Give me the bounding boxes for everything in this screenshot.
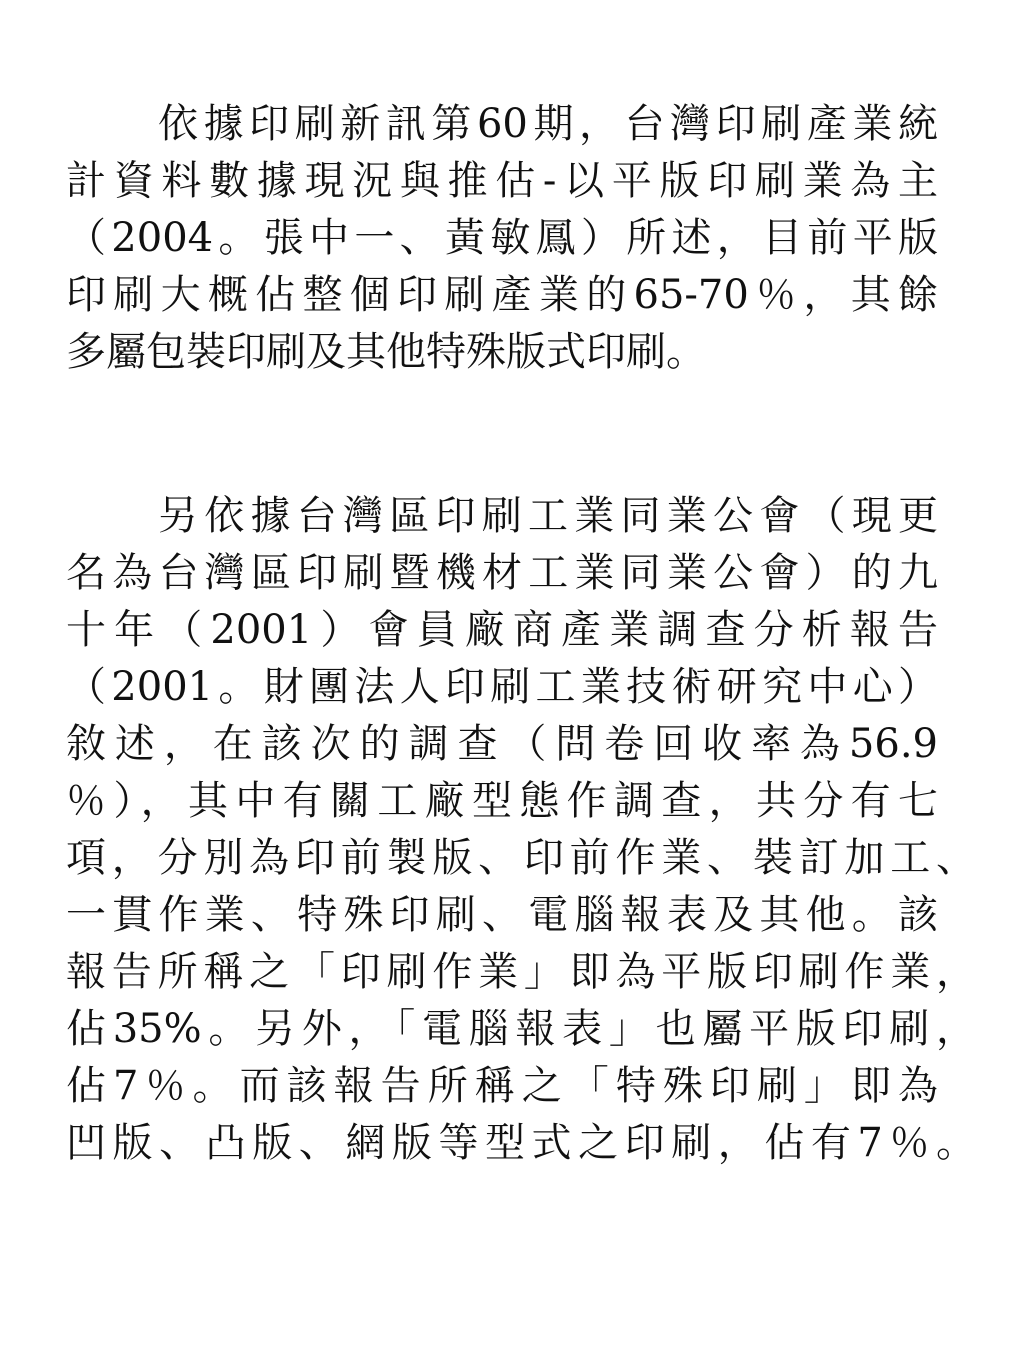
paragraph-line: 計資料數據現況與推估-以平版印刷業為主: [66, 158, 938, 204]
paragraph-line: ％），其中有關工廠型態作調查，共分有七: [66, 778, 938, 824]
paragraph-line: 多屬包裝印刷及其他特殊版式印刷。: [66, 329, 706, 375]
paragraph-line: 另依據台灣區印刷工業同業公會（現更: [158, 493, 938, 539]
paragraph-line: 印刷大概佔整個印刷產業的65-70％，其餘: [66, 272, 938, 318]
paragraph-line: 十年（2001）會員廠商產業調查分析報告: [66, 607, 938, 653]
paragraph-line: 報告所稱之「印刷作業」即為平版印刷作業，: [66, 949, 976, 995]
paragraph-line: （2004。張中一、黃敏鳳）所述，目前平版: [66, 215, 938, 261]
paragraph-line: 敘述，在該次的調查（問卷回收率為56.9: [66, 721, 938, 767]
paragraph-line: （2001。財團法人印刷工業技術研究中心）: [66, 664, 938, 710]
paragraph-line: 依據印刷新訊第60期，台灣印刷產業統: [158, 101, 938, 147]
paragraph-line: 佔7％。而該報告所稱之「特殊印刷」即為: [66, 1063, 938, 1109]
paragraph-line: 佔35%。另外，「電腦報表」也屬平版印刷，: [66, 1006, 976, 1052]
paragraph-line: 凹版、凸版、網版等型式之印刷，佔有7％。: [66, 1120, 976, 1166]
paragraph-2: [66, 488, 976, 1172]
paragraph-line: 項，分別為印前製版、印前作業、裝訂加工、: [66, 835, 976, 881]
paragraph-line: 一貫作業、特殊印刷、電腦報表及其他。該: [66, 892, 938, 938]
paragraph-line: 名為台灣區印刷暨機材工業同業公會）的九: [66, 550, 938, 596]
paragraph-1: [66, 96, 966, 381]
